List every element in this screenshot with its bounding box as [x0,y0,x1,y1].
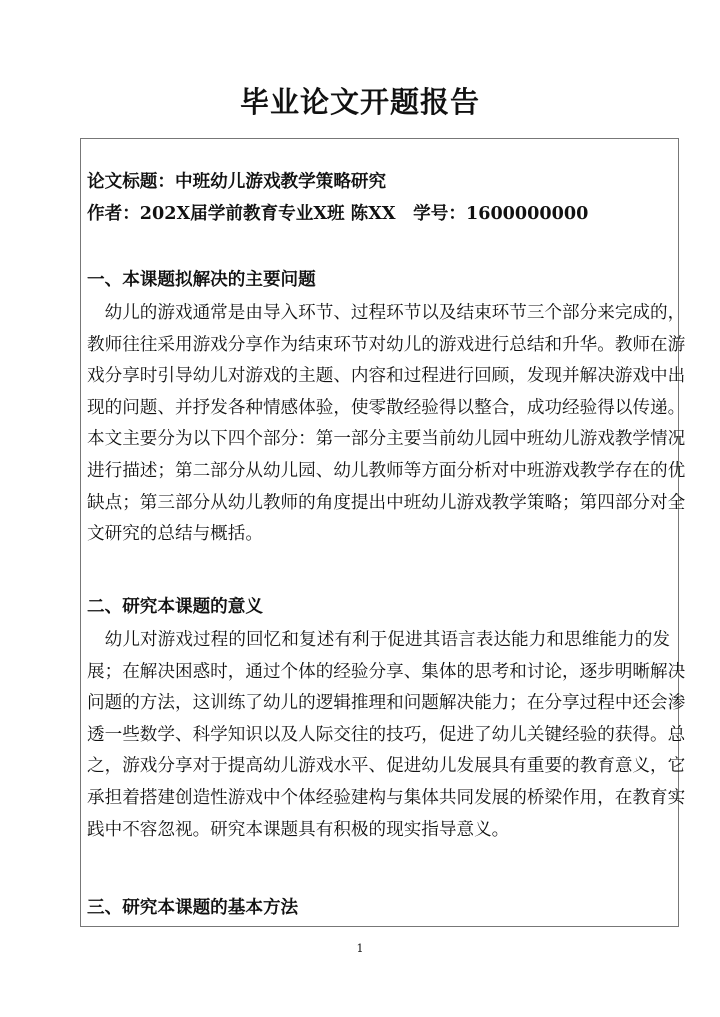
paragraph-line: 本文主要分为以下四个部分：第一部分主要当前幼儿园中班幼儿游戏教学情况 [87,429,686,450]
section-heading: 二、研究本课题的意义 [87,596,263,617]
paragraph-line: 展；在解决困惑时，通过个体的经验分享、集体的思考和讨论，逐步明晰解决 [87,661,686,682]
paragraph-line: 缺点；第三部分从幼儿教师的角度提出中班幼儿游戏教学策略；第四部分对全 [87,492,686,513]
section-heading: 一、本课题拟解决的主要问题 [87,269,316,290]
paragraph-line: 幼儿对游戏过程的回忆和复述有利于促进其语言表达能力和思维能力的发 [87,630,670,650]
paragraph-line: 承担着搭建创造性游戏中个体经验建构与集体共同发展的桥梁作用，在教育实 [87,788,686,808]
paragraph-line: 透一些数学、科学知识以及人际交往的技巧，促进了幼儿关键经验的获得。总 [87,724,686,745]
paragraph-line: 文研究的总结与概括。 [87,524,263,545]
paragraph-line: 现的问题、并抒发各种情感体验，使零散经验得以整合，成功经验得以传递。 [87,397,686,418]
paragraph-line: 进行描述；第二部分从幼儿园、幼儿教师等方面分析对中班游戏教学存在的优 [87,461,686,481]
page-title: 毕业论文开题报告 [239,85,480,119]
paragraph-line: 问题的方法，这训练了幼儿的逻辑推理和问题解决能力；在分享过程中还会渗 [87,693,686,714]
paragraph-line: 戏分享时引导幼儿对游戏的主题、内容和过程进行回顾，发现并解决游戏中出 [87,366,686,387]
paragraph-line: 教师往往采用游戏分享作为结束环节对幼儿的游戏进行总结和升华。教师在游 [87,334,686,355]
paragraph-line: 之，游戏分享对于提高幼儿游戏水平、促进幼儿发展具有重要的教育意义，它 [87,756,686,777]
author-line: 作者：202X届学前教育专业X班 陈XX 学号：1600000000 [87,203,589,224]
section-heading: 三、研究本课题的基本方法 [87,897,299,918]
page-number: 1 [356,942,364,955]
paragraph-line: 践中不容忽视。研究本课题具有积极的现实指导意义。 [87,819,510,840]
paragraph-line: 幼儿的游戏通常是由导入环节、过程环节以及结束环节三个部分来完成的， [87,303,686,323]
thesis-title: 论文标题：中班幼儿游戏教学策略研究 [87,171,387,192]
